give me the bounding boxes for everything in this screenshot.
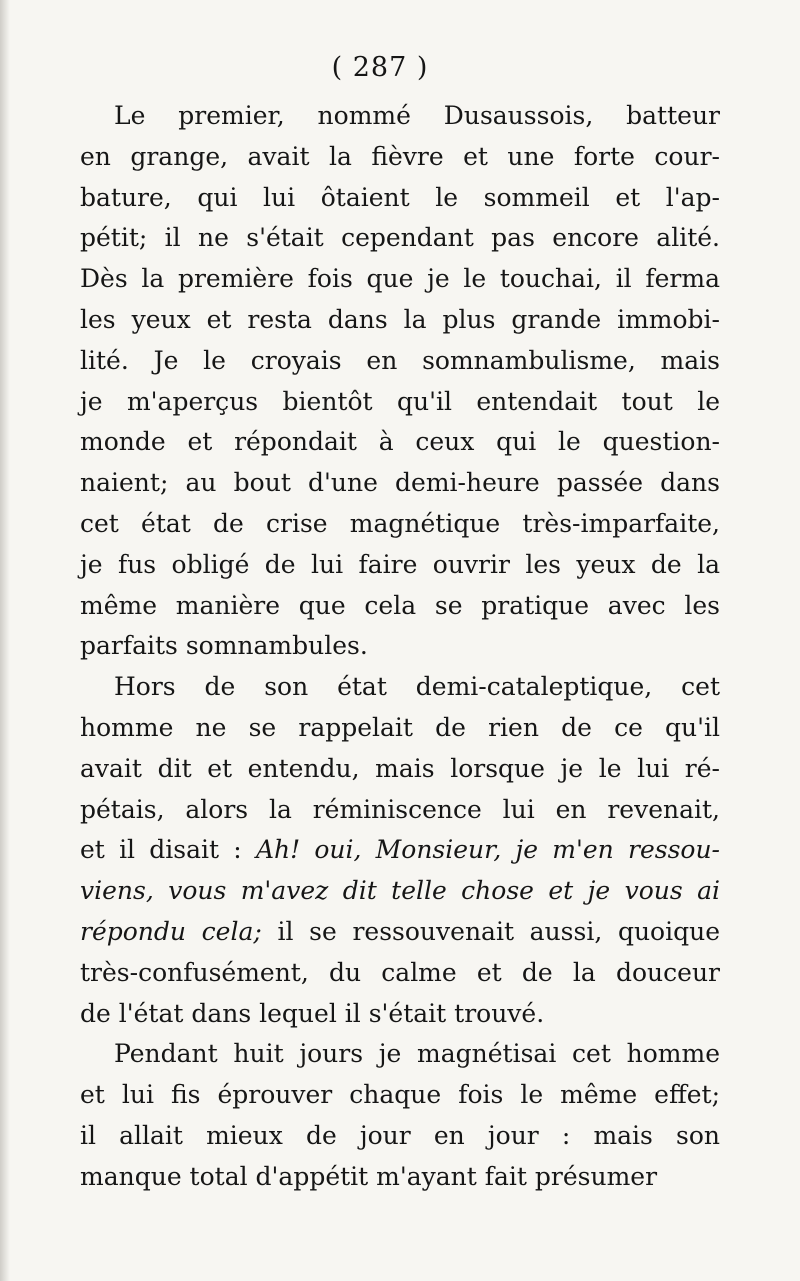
paragraph xyxy=(80,1034,720,1197)
paragraph xyxy=(80,667,720,1034)
page-number: ( 287 ) xyxy=(331,52,429,83)
line-text: les yeux et resta dans la plus grande immobi- xyxy=(80,304,720,334)
line-text: pétit; il ne s'était cependant pas encore alité. xyxy=(80,223,720,253)
paragraph xyxy=(80,96,720,667)
text-line xyxy=(80,1157,720,1198)
italic-text: Ah! oui, Monsieur, je m'en ressou- xyxy=(255,835,720,865)
line-text: pétais, alors la réminiscence lui en revenait, xyxy=(80,794,720,824)
text-line xyxy=(80,830,720,871)
text-line xyxy=(80,749,720,790)
line-text: Hors de son état demi-cataleptique, cet xyxy=(114,672,720,702)
line-text: de l'état dans lequel il s'était trouvé. xyxy=(80,998,545,1028)
text-line xyxy=(80,341,720,382)
text-line xyxy=(80,96,720,137)
text-line xyxy=(80,667,720,708)
line-text: je fus obligé de lui faire ouvrir les yeux de la xyxy=(80,549,720,579)
text-line xyxy=(80,912,720,953)
text-line xyxy=(80,300,720,341)
text-line xyxy=(80,382,720,423)
line-text: Pendant huit jours je magnétisai cet homme xyxy=(114,1039,720,1069)
line-text: avait dit et entendu, mais lorsque je le lui ré- xyxy=(80,753,720,783)
text-line xyxy=(80,504,720,545)
text-line xyxy=(80,463,720,504)
text-line xyxy=(80,626,720,667)
text-line xyxy=(80,422,720,463)
italic-text: répondu cela; xyxy=(80,916,262,946)
text-line xyxy=(80,1075,720,1116)
text-line xyxy=(80,586,720,627)
italic-text: viens, vous m'avez dit telle chose et je vous ai xyxy=(80,876,720,906)
line-text: je m'aperçus bientôt qu'il entendait tout le xyxy=(80,386,720,416)
text-line xyxy=(80,790,720,831)
line-text: Dès la première fois que je le touchai, il ferma xyxy=(80,264,720,294)
text-line xyxy=(80,1034,720,1075)
text-line xyxy=(80,218,720,259)
line-text: cet état de crise magnétique très-imparfaite, xyxy=(80,508,720,538)
line-text: lité. Je le croyais en somnambulisme, mais xyxy=(80,345,720,375)
line-text: monde et répondait à ceux qui le question- xyxy=(80,427,720,457)
line-text: parfaits somnambules. xyxy=(80,631,368,661)
text-line xyxy=(80,953,720,994)
text-line xyxy=(80,545,720,586)
line-text: manque total d'appétit m'ayant fait présumer xyxy=(80,1161,658,1191)
line-text: même manière que cela se pratique avec les xyxy=(80,590,720,620)
line-text: bature, qui lui ôtaient le sommeil et l'ap- xyxy=(80,182,720,212)
line-text: et lui fis éprouver chaque fois le même effet; xyxy=(80,1080,720,1110)
page-edge-shadow xyxy=(0,0,10,1281)
body-text xyxy=(80,96,720,1198)
text-line xyxy=(80,178,720,219)
line-text: naient; au bout d'une demi-heure passée dans xyxy=(80,468,720,498)
line-text: et il disait : xyxy=(80,835,256,865)
text-line xyxy=(80,708,720,749)
text-line xyxy=(80,1116,720,1157)
line-text: très-confusément, du calme et de la douceur xyxy=(80,957,720,987)
text-line xyxy=(80,137,720,178)
line-text: Le premier, nommé Dusaussois, batteur xyxy=(114,101,720,130)
text-line xyxy=(80,994,720,1035)
line-text: en grange, avait la fièvre et une forte cour- xyxy=(80,141,720,171)
line-text: il allait mieux de jour en jour : mais son xyxy=(80,1120,720,1150)
line-text: il se ressouvenait aussi, quoique xyxy=(261,916,721,946)
text-line xyxy=(80,259,720,300)
line-text: homme ne se rappelait de rien de ce qu'il xyxy=(80,712,720,742)
text-line xyxy=(80,871,720,912)
